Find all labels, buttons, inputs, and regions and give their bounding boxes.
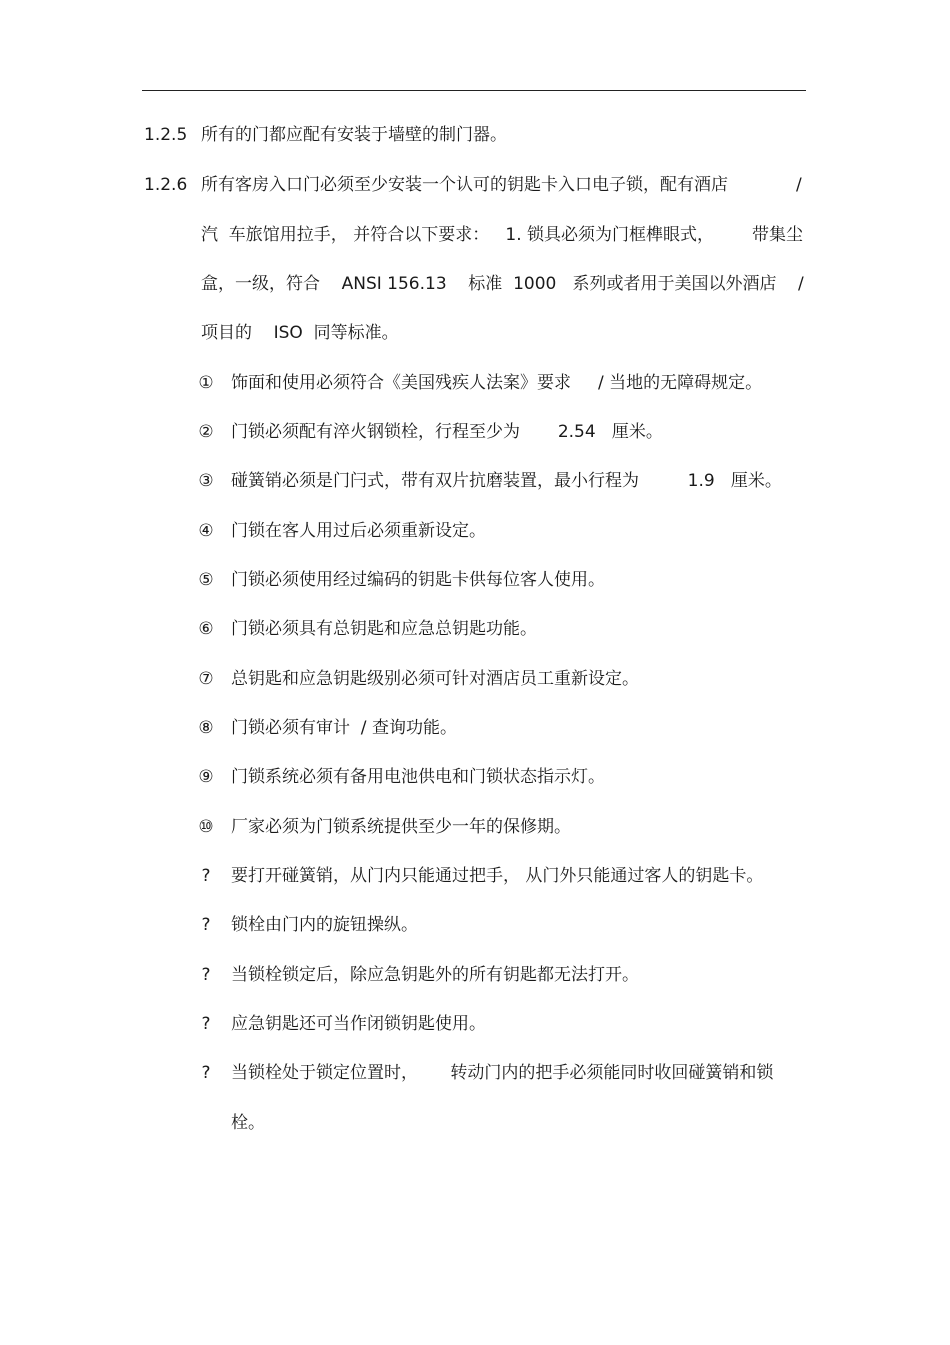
list-item: 锁栓由门内的旋钮操纵。 (231, 915, 418, 935)
list-marker: ④ (198, 521, 214, 541)
list-marker: ⑧ (198, 718, 214, 738)
section-line: 盒，一级，符合 ANSI 156.13 标准 1000 系列或者用于美国以外酒店 (201, 274, 777, 294)
list-item: 当锁栓锁定后，除应急钥匙外的所有钥匙都无法打开。 (231, 965, 639, 985)
list-item: 厂家必须为门锁系统提供至少一年的保修期。 (231, 817, 571, 837)
list-marker: ③ (198, 471, 214, 491)
list-item: 饰面和使用必须符合《美国残疾人法案》要求 / 当地的无障碍规定。 (231, 373, 763, 393)
list-marker: ① (198, 373, 214, 393)
list-marker: ? (201, 1014, 211, 1034)
header-rule (142, 90, 806, 91)
section-line: 项目的 ISO 同等标准。 (201, 323, 399, 343)
list-item: 碰簧销必须是门闩式，带有双片抗磨装置，最小行程为 1.9 厘米。 (231, 471, 782, 491)
section-line-end: 带集尘 (752, 225, 803, 245)
list-marker: ? (201, 915, 211, 935)
section-line: 汽 车旅馆用拉手， 并符合以下要求： 1. 锁具必须为门框榫眼式， (201, 225, 715, 245)
section-number: 1.2.6 (144, 175, 188, 195)
list-marker: ② (198, 422, 214, 442)
list-marker: ⑥ (198, 619, 214, 639)
list-marker: ⑤ (198, 570, 214, 590)
section-text: 所有的门都应配有安装于墙壁的制门器。 (201, 125, 507, 145)
list-item-continuation: 栓。 (231, 1113, 265, 1133)
list-marker: ⑦ (198, 669, 214, 689)
list-item: 门锁系统必须有备用电池供电和门锁状态指示灯。 (231, 767, 605, 787)
section-line: 所有客房入口门必须至少安装一个认可的钥匙卡入口电子锁，配有酒店 (201, 175, 728, 195)
list-marker: ? (201, 866, 211, 886)
list-item: 门锁在客人用过后必须重新设定。 (231, 521, 486, 541)
section-line-end: / (796, 175, 802, 195)
list-item: 要打开碰簧销，从门内只能通过把手， 从门外只能通过客人的钥匙卡。 (231, 866, 764, 886)
list-item: 当锁栓处于锁定位置时， 转动门内的把手必须能同时收回碰簧销和锁 (231, 1063, 774, 1083)
list-item: 应急钥匙还可当作闭锁钥匙使用。 (231, 1014, 486, 1034)
list-item: 门锁必须使用经过编码的钥匙卡供每位客人使用。 (231, 570, 605, 590)
list-marker: ⑨ (198, 767, 214, 787)
list-item: 门锁必须配有淬火钢锁栓，行程至少为 2.54 厘米。 (231, 422, 663, 442)
section-number: 1.2.5 (144, 125, 188, 145)
list-item: 门锁必须有审计 / 查询功能。 (231, 718, 457, 738)
list-marker: ⑩ (198, 817, 214, 837)
list-marker: ? (201, 965, 211, 985)
list-marker: ? (201, 1063, 211, 1083)
list-item: 门锁必须具有总钥匙和应急总钥匙功能。 (231, 619, 537, 639)
list-item: 总钥匙和应急钥匙级别必须可针对酒店员工重新设定。 (231, 669, 639, 689)
section-line-end: / (798, 274, 804, 294)
